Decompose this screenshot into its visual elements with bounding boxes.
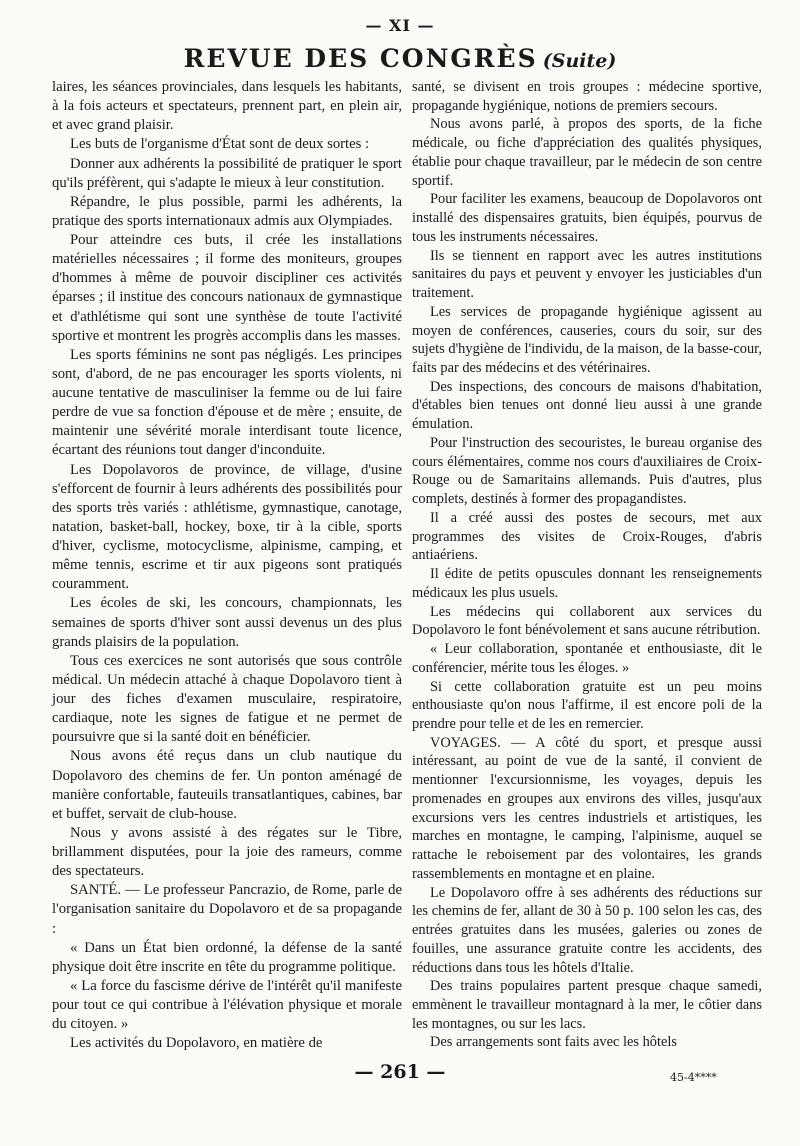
paragraph: Nous avons été reçus dans un club nautique du Dopolavoro des chemins de fer. Un ponton aménagé de manière confortable, fauteuils transatlantiques, cabines, bar et buffet, servait de club-house. bbox=[52, 748, 402, 822]
section-voyages-paragraph: VOYAGES. — A côté du sport, et presque aussi intéressant, au point de vue de la santé, il convient de mentionner l'excursionnisme, les voyages, depuis les promenades en groupes aux environs des villes, jusqu'aux excursions vers les centres industriels et artistiques, les marches en montagne, le camping, l'alpinisme, auquel se rattache le reboisement par des volontaires, les grands rassemblements en montagne et en plaine. bbox=[412, 734, 762, 882]
paragraph: santé, se divisent en trois groupes : médecine sportive, propagande hygiénique, notions de premiers secours. bbox=[412, 79, 762, 114]
paragraph: Donner aux adhérents la possibilité de pratiquer le sport qu'ils préfèrent, qui s'adapte le mieux à leur constitution. bbox=[52, 155, 402, 191]
paragraph: Nous y avons assisté à des régates sur le Tibre, brillamment disputées, pour la joie des rameurs, comme des spectateurs. bbox=[52, 824, 402, 880]
paragraph: Des trains populaires partent presque chaque samedi, emmènent le travailleur montagnard à la mer, le côtier dans les montagnes, ou sur les lacs. bbox=[412, 978, 762, 1032]
paragraph: Des arrangements sont faits avec les hôtels bbox=[430, 1034, 677, 1051]
page-number: — 261 — bbox=[354, 1061, 446, 1083]
paragraph: Les activités du Dopolavoro, en matière de bbox=[70, 1035, 323, 1052]
paragraph: Répandre, le plus possible, parmi les adhérents, la pratique des sports internationaux admis aux Olympiades. bbox=[52, 193, 402, 229]
journal-title: REVUE DES CONGRÈS bbox=[183, 44, 538, 73]
paragraph: Pour l'instruction des secouristes, le bureau organise des cours élémentaires, comme nos cours d'auxiliaires de Croix-Rouge ou de Samaritains allemands. Puis d'autres, plus complets, destinés à former des propagandistes. bbox=[412, 434, 762, 508]
left-column bbox=[52, 78, 402, 1053]
paragraph: Les médecins qui collaborent aux services du Dopolavoro le font bénévolement et sans aucune rétribution. bbox=[412, 603, 762, 639]
quote-paragraph: « La force du fascisme dérive de l'intérêt qu'il manifeste pour tout ce qui contribue à l'élévation physique et morale du citoyen. » bbox=[52, 977, 402, 1033]
paragraph: Il a créé aussi des postes de secours, met aux programmes des visites de Croix-Rouges, d'abris antiaériens. bbox=[412, 509, 762, 564]
paragraph: Des inspections, des concours de maisons d'habitation, d'étables bien tenues ont donné lieu aussi à une grande émulation. bbox=[412, 378, 762, 433]
title-suite: (Suite) bbox=[542, 50, 617, 72]
roman-page-number: — XI — bbox=[365, 16, 435, 35]
paragraph: Il édite de petits opuscules donnant les renseignements médicaux les plus usuels. bbox=[412, 566, 762, 601]
paragraph: Les services de propagande hygiénique agissent au moyen de conférences, causeries, cours du soir, sur des sujets d'hygiène de l'individu, de la maison, de la basse-cour, faits par des médecins et des vétérinaires. bbox=[412, 303, 762, 377]
paragraph: Les sports féminins ne sont pas négligés. Les principes sont, d'abord, de ne pas encourager les sports violents, ni aucune tentative de masculiniser la femme ou de lui faire perdre de vue sa fonction d'épouse et de mère ; ensuite, de maintenir une sévérité morale interdisant toute licence, écartant des réunions tout danger d'inconduite. bbox=[52, 346, 402, 459]
paragraph: Les buts de l'organisme d'État sont de deux sortes : bbox=[70, 136, 370, 153]
paragraph: Le Dopolavoro offre à ses adhérents des réductions sur les chemins de fer, allant de 30 à 50 p. 100 selon les cas, des entrées gratuites dans les musées, galeries ou zones de fouilles, une assurance gratuite contre les accidents, des réductions dans tous les hôtels d'Italie. bbox=[412, 884, 762, 976]
paragraph: Ils se tiennent en rapport avec les autres institutions sanitaires du pays et peuvent y envoyer les justiciables d'un traitement. bbox=[412, 247, 762, 302]
paragraph: Les Dopolavoros de province, de village, d'usine s'efforcent de fournir à leurs adhérents des possibilités pour des sports très variés : athlétisme, gymnastique, canotage, natation, basket-ball, hockey, boxe, tir à la cible, sports d'hiver, cyclisme, motocyclisme, alpinisme, camping, et même tennis, escrime et tir aux pigeons sont pratiqués couramment. bbox=[52, 461, 402, 593]
paragraph: Les écoles de ski, les concours, championnats, les semaines de sports d'hiver sont aussi devenus un des plus grands plaisirs de la population. bbox=[52, 595, 402, 650]
print-reference: 45-4**** bbox=[670, 1071, 717, 1084]
paragraph: laires, les séances provinciales, dans lesquels les habitants, à la fois acteurs et spectateurs, prennent part, en plein air, et avec grand plaisir. bbox=[52, 79, 402, 134]
paragraph: Si cette collaboration gratuite est un peu moins enthousiaste qu'on nous l'affirme, il est encore poli de la prendre pour telle et de les en remercier. bbox=[412, 678, 762, 732]
paragraph: Tous ces exercices ne sont autorisés que sous contrôle médical. Un médecin attaché à chaque Dopolavoro tient à jour des fiches d'examen musculaire, respiratoire, cardiaque, note les signes de fatigue et ne permet de poursuivre que si la santé doit en bénéficier. bbox=[52, 652, 402, 746]
quote-paragraph: « Dans un État bien ordonné, la défense de la santé physique doit être inscrite en tête du programme politique. bbox=[52, 939, 402, 975]
section-sante-paragraph: SANTÉ. — Le professeur Pancrazio, de Rome, parle de l'organisation sanitaire du Dopolavoro et de sa propagande : bbox=[52, 882, 402, 937]
right-column bbox=[412, 78, 762, 1052]
paragraph: Pour faciliter les examens, beaucoup de Dopolavoros ont installé des dispensaires gratuits, bien équipés, pourvus de tous les instruments nécessaires. bbox=[412, 191, 762, 245]
running-header bbox=[0, 44, 800, 73]
paragraph: Pour atteindre ces buts, il crée les installations matérielles nécessaires ; il forme des moniteurs, groupes d'hommes à même de pouvoir discipliner ces activités éparses ; il institue des concours nationaux de gymnastique et d'athlétisme qui sont une synthèse de toute l'activité sportive et montrent les progrès accomplis dans les masses. bbox=[52, 232, 402, 344]
quote-paragraph: « Leur collaboration, spontanée et enthousiaste, dit le conférencier, mérite tous les éloges. » bbox=[412, 641, 762, 676]
paragraph: Nous avons parlé, à propos des sports, de la fiche médicale, ou fiche d'appréciation des qualités physiques, établie pour chaque travailleur, par le médecin de son centre sportif. bbox=[412, 116, 762, 189]
